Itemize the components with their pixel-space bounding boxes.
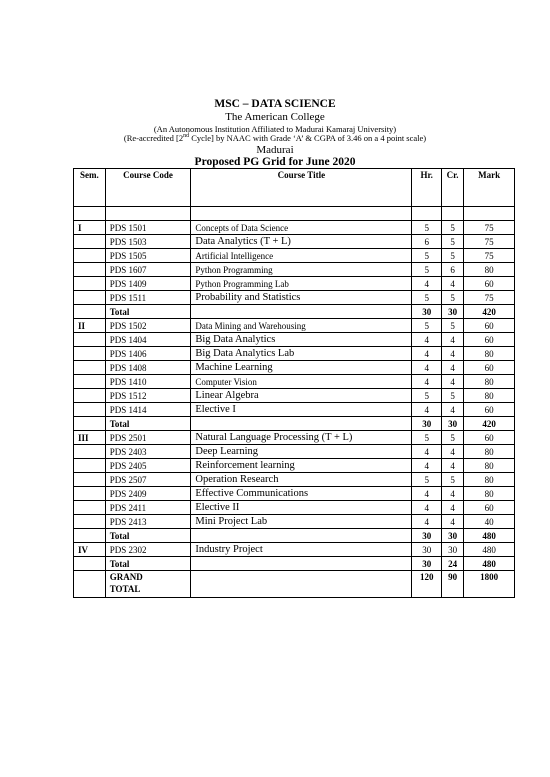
course-title-cell: Mini Project Lab [191,515,412,529]
hours-cell: 5 [412,319,442,333]
grid-title: Proposed PG Grid for June 2020 [194,156,356,168]
spacer-row [74,207,515,221]
hours-cell: 5 [412,291,442,305]
semester-cell [74,235,106,249]
semester-cell [74,445,106,459]
credits-cell: 5 [442,249,464,263]
semester-cell [74,571,106,598]
course-row [74,361,515,375]
course-title-cell: Linear Algebra [191,389,412,403]
col-hr-header: Hr. [412,169,442,207]
hours-cell: 5 [412,431,442,445]
course-row [74,263,515,277]
course-code-cell: PDS 1607 [105,263,191,277]
course-title-cell: Reinforcement learning [191,459,412,473]
hours-cell: 4 [412,361,442,375]
semester-cell [74,417,106,431]
hours-cell: 4 [412,515,442,529]
semester-cell [74,305,106,319]
course-code-cell: PDS 1409 [105,277,191,291]
course-title-cell [191,305,412,319]
col-sem-header: Sem. [74,169,106,207]
course-grid-table [73,168,515,598]
course-code-cell: PDS 2507 [105,473,191,487]
credits-cell: 5 [442,221,464,235]
course-code-cell: PDS 2405 [105,459,191,473]
grand-total-credits-cell: 90 [442,571,464,598]
semester-cell: IV [74,543,106,557]
course-title-cell: Natural Language Processing (T + L) [191,431,412,445]
hours-cell: 5 [412,249,442,263]
total-credits-cell: 30 [442,417,464,431]
course-row [74,515,515,529]
col-title-header: Course Title [191,169,412,207]
course-title-cell: Industry Project [191,543,412,557]
semester-cell [74,473,106,487]
credits-cell: 4 [442,375,464,389]
semester-cell [74,459,106,473]
mark-cell: 480 [464,543,515,557]
semester-cell [74,375,106,389]
total-label-cell: Total [105,417,191,431]
course-title-cell: Big Data Analytics [191,333,412,347]
course-code-cell: PDS 2409 [105,487,191,501]
total-mark-cell: 480 [464,557,515,571]
course-title-cell: Elective II [191,501,412,515]
mark-cell: 60 [464,361,515,375]
total-hours-cell: 30 [412,305,442,319]
semester-cell [74,501,106,515]
course-row [74,319,515,333]
semester-cell [74,487,106,501]
mark-cell: 80 [464,263,515,277]
course-code-cell: PDS 1505 [105,249,191,263]
hours-cell: 5 [412,473,442,487]
semester-cell: III [74,431,106,445]
credits-cell: 4 [442,277,464,291]
hours-cell: 4 [412,487,442,501]
mark-cell: 60 [464,431,515,445]
credits-cell: 5 [442,235,464,249]
credits-cell: 4 [442,361,464,375]
course-title-cell: Computer Vision [191,375,412,389]
course-title-cell: Effective Communications [191,487,412,501]
credits-cell: 4 [442,333,464,347]
course-row [74,459,515,473]
semester-total-row [74,557,515,571]
affiliation-text: (An Autonomous Institution Affiliated to Madurai Kamaraj University) [153,124,397,134]
hours-cell: 4 [412,277,442,291]
credits-cell: 4 [442,445,464,459]
semester-cell [74,403,106,417]
semester-cell: II [74,319,106,333]
semester-cell [74,249,106,263]
credits-cell: 5 [442,319,464,333]
mark-cell: 60 [464,501,515,515]
course-code-cell: PDS 2411 [105,501,191,515]
semester-cell [74,557,106,571]
hours-cell: 4 [412,347,442,361]
semester-cell [74,291,106,305]
mark-cell: 75 [464,291,515,305]
total-hours-cell: 30 [412,529,442,543]
hours-cell: 4 [412,501,442,515]
course-title-cell: Elective I [191,403,412,417]
course-title-cell [191,529,412,543]
hours-cell: 5 [412,389,442,403]
course-row [74,473,515,487]
total-label-cell: Total [105,529,191,543]
semester-cell [74,529,106,543]
total-hours-cell: 30 [412,557,442,571]
total-credits-cell: 30 [442,305,464,319]
mark-cell: 80 [464,445,515,459]
course-title-cell: Probability and Statistics [191,291,412,305]
hours-cell: 4 [412,403,442,417]
course-row [74,277,515,291]
course-code-cell: PDS 1502 [105,319,191,333]
course-row [74,389,515,403]
grand-total-mark-cell: 1800 [464,571,515,598]
mark-cell: 80 [464,375,515,389]
total-credits-cell: 24 [442,557,464,571]
table-header-row [74,169,515,207]
course-code-cell: PDS 2413 [105,515,191,529]
course-title-cell: Big Data Analytics Lab [191,347,412,361]
total-mark-cell: 420 [464,417,515,431]
course-code-cell: PDS 1406 [105,347,191,361]
credits-cell: 4 [442,347,464,361]
course-row [74,403,515,417]
hours-cell: 4 [412,459,442,473]
course-code-cell: PDS 1503 [105,235,191,249]
course-code-cell: PDS 1410 [105,375,191,389]
grand-total-label-cell [105,571,191,598]
course-row [74,235,515,249]
total-mark-cell: 420 [464,305,515,319]
total-credits-cell: 30 [442,529,464,543]
course-title-cell: Machine Learning [191,361,412,375]
hours-cell: 30 [412,543,442,557]
course-row [74,333,515,347]
mark-cell: 75 [464,249,515,263]
semester-cell [74,347,106,361]
course-code-cell: PDS 1511 [105,291,191,305]
credits-cell: 5 [442,389,464,403]
total-hours-cell: 30 [412,417,442,431]
hours-cell: 4 [412,375,442,389]
credits-cell: 30 [442,543,464,557]
college-name: The American College [225,111,325,123]
mark-cell: 60 [464,277,515,291]
grand-total-label-line1: GRAND [109,572,143,582]
spacer-cell [191,207,412,221]
semester-total-row [74,305,515,319]
course-row [74,501,515,515]
credits-cell: 4 [442,459,464,473]
spacer-cell [442,207,464,221]
credits-cell: 5 [442,431,464,445]
course-row [74,445,515,459]
semester-cell: I [74,221,106,235]
mark-cell: 75 [464,235,515,249]
course-title-cell: Data Analytics (T + L) [191,235,412,249]
credits-cell: 4 [442,501,464,515]
city-name: Madurai [256,144,294,156]
mark-cell: 80 [464,459,515,473]
credits-cell: 4 [442,403,464,417]
course-row [74,221,515,235]
col-cr-header: Cr. [442,169,464,207]
grand-total-row [74,571,515,598]
total-label-cell: Total [105,305,191,319]
mark-cell: 75 [464,221,515,235]
mark-cell: 80 [464,389,515,403]
semester-total-row [74,529,515,543]
credits-cell: 6 [442,263,464,277]
col-mark-header: Mark [464,169,515,207]
course-title-cell: Artificial Intelligence [191,249,412,263]
semester-cell [74,389,106,403]
spacer-cell [74,207,106,221]
course-code-cell: PDS 1501 [105,221,191,235]
total-label-cell: Total [105,557,191,571]
hours-cell: 5 [412,221,442,235]
grand-total-label-line2: TOTAL [109,584,141,594]
total-mark-cell: 480 [464,529,515,543]
hours-cell: 5 [412,263,442,277]
course-code-cell: PDS 2302 [105,543,191,557]
course-code-cell: PDS 1404 [105,333,191,347]
mark-cell: 60 [464,319,515,333]
credits-cell: 4 [442,515,464,529]
course-title-cell [191,571,412,598]
course-row [74,291,515,305]
credits-cell: 4 [442,487,464,501]
mark-cell: 60 [464,333,515,347]
course-title-cell [191,417,412,431]
semester-cell [74,263,106,277]
spacer-cell [105,207,191,221]
mark-cell: 80 [464,473,515,487]
semester-cell [74,515,106,529]
course-row [74,543,515,557]
mark-cell: 80 [464,347,515,361]
course-code-cell: PDS 1414 [105,403,191,417]
program-title: MSC – DATA SCIENCE [214,98,336,110]
mark-cell: 40 [464,515,515,529]
course-code-cell: PDS 1408 [105,361,191,375]
course-title-cell [191,557,412,571]
col-code-header: Course Code [105,169,191,207]
hours-cell: 6 [412,235,442,249]
course-code-cell: PDS 2501 [105,431,191,445]
course-row [74,431,515,445]
course-title-cell: Deep Learning [191,445,412,459]
mark-cell: 80 [464,487,515,501]
semester-cell [74,361,106,375]
course-title-cell: Data Mining and Warehousing [191,319,412,333]
course-row [74,347,515,361]
course-title-cell: Python Programming Lab [191,277,412,291]
semester-total-row [74,417,515,431]
course-row [74,249,515,263]
spacer-cell [464,207,515,221]
semester-cell [74,277,106,291]
course-title-cell: Python Programming [191,263,412,277]
accreditation-text: (Re-accredited [2nd Cycle] by NAAC with Grade ‘A’ & CGPA of 3.46 on a 4 point scale) [123,133,427,143]
grand-total-hours-cell: 120 [412,571,442,598]
course-code-cell: PDS 2403 [105,445,191,459]
hours-cell: 4 [412,333,442,347]
course-title-cell: Operation Research [191,473,412,487]
semester-cell [74,333,106,347]
credits-cell: 5 [442,473,464,487]
course-code-cell: PDS 1512 [105,389,191,403]
hours-cell: 4 [412,445,442,459]
credits-cell: 5 [442,291,464,305]
spacer-cell [412,207,442,221]
course-title-cell: Concepts of Data Science [191,221,412,235]
mark-cell: 60 [464,403,515,417]
course-row [74,375,515,389]
course-row [74,487,515,501]
